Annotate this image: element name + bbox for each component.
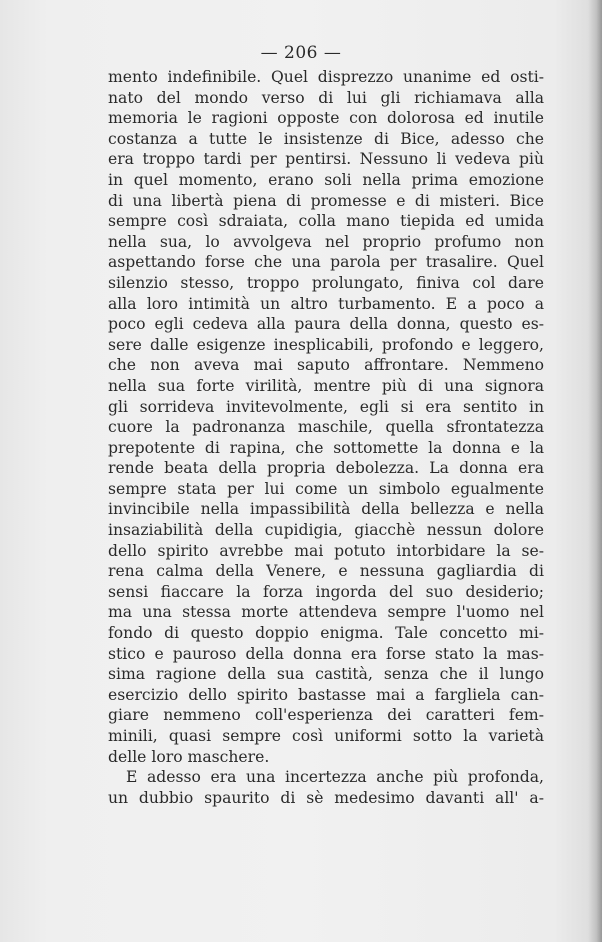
text-line: fondo di questo doppio enigma. Tale concetto mi- <box>108 624 544 643</box>
text-line: insaziabilità della cupidigia, giacchè nessun dolore <box>108 521 544 540</box>
text-line: delle loro maschere. <box>108 747 270 766</box>
body-text <box>108 67 544 808</box>
text-line: aspettando forse che una parola per trasalire. Quel <box>108 253 544 272</box>
text-line: ma una stessa morte attendeva sempre l'uomo nel <box>108 603 544 622</box>
text-line: nella sua, lo avvolgeva nel proprio profumo non <box>108 232 544 251</box>
text-line: nella sua forte virilità, mentre più di una signora <box>108 376 544 395</box>
text-line: stico e pauroso della donna era forse stato la mas- <box>108 644 544 663</box>
text-line: sima ragione della sua castità, senza che il lungo <box>108 665 544 684</box>
text-line: giare nemmeno coll'esperienza dei caratteri fem- <box>108 706 544 725</box>
text-line: minili, quasi sempre così uniformi sotto la varietà <box>108 727 544 745</box>
text-line: silenzio stesso, troppo prolungato, finiva col dare <box>108 273 544 292</box>
text-line: rena calma della Venere, e nessuna gagliardia di <box>108 562 544 581</box>
text-line: prepotente di rapina, che sottomette la donna e la <box>108 438 544 457</box>
text-line: sere dalle esigenze inesplicabili, profondo e leggero, <box>108 335 544 354</box>
text-line: alla loro intimità un altro turbamento. E a poco a <box>108 294 544 313</box>
text-line: invincibile nella impassibilità della bellezza e nella <box>108 500 544 519</box>
text-line: dello spirito avrebbe mai potuto intorbidare la se- <box>108 541 544 560</box>
text-line: esercizio dello spirito bastasse mai a fargliela can- <box>108 685 544 704</box>
page-edge-shadow <box>588 0 602 942</box>
text-line: gli sorrideva invitevolmente, egli si era sentito in <box>108 397 544 416</box>
text-line: era troppo tardi per pentirsi. Nessuno li vedeva più <box>108 150 544 169</box>
text-line: di una libertà piena di promesse e di misteri. Bice <box>108 191 544 210</box>
text-line: cuore la padronanza maschile, quella sfrontatezza <box>108 418 544 437</box>
text-line: un dubbio spaurito di sè medesimo davanti all' a- <box>108 788 544 807</box>
text-line: nato del mondo verso di lui gli richiamava alla <box>108 88 544 107</box>
text-line: poco egli cedeva alla paura della donna, questo es- <box>108 315 544 334</box>
text-line: memoria le ragioni opposte con dolorosa ed inutile <box>108 109 544 128</box>
text-line: rende beata della propria debolezza. La donna era <box>108 459 544 478</box>
text-line: sempre così sdraiata, colla mano tiepida ed umida <box>108 212 544 231</box>
text-line: sensi fiaccare la forza ingorda del suo desiderio; <box>108 582 544 601</box>
page-number: — 206 — <box>260 43 342 63</box>
text-line: che non aveva mai saputo affrontare. Nemmeno <box>108 356 544 375</box>
text-line: in quel momento, erano soli nella prima emozione <box>108 170 544 189</box>
text-line: E adesso era una incertezza anche più profonda, <box>126 768 544 787</box>
text-line: sempre stata per lui come un simbolo egualmente <box>108 479 544 498</box>
text-line: mento indefinibile. Quel disprezzo unanime ed osti- <box>108 68 544 86</box>
text-line: costanza a tutte le insistenze di Bice, adesso che <box>108 129 544 148</box>
